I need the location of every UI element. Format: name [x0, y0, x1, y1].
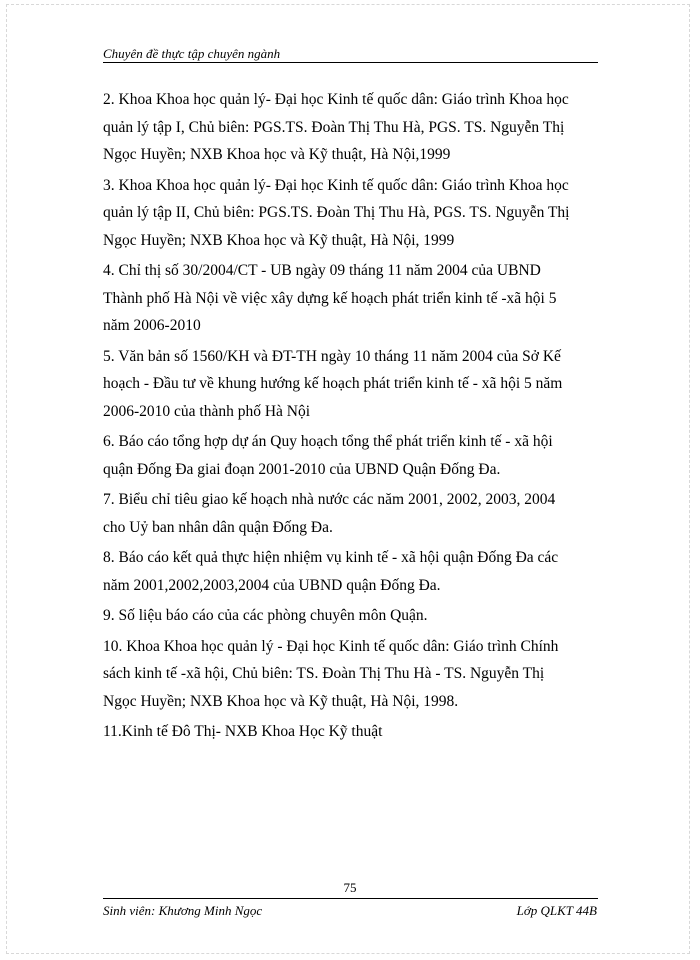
reference-item [103, 172, 601, 255]
reference-line: quận Đống Đa giai đoạn 2001-2010 của UBND Quận Đống Đa. [103, 460, 501, 478]
reference-line: Ngọc Huyền; NXB Khoa học và Kỹ thuật, Hà Nội, 1999 [103, 231, 455, 249]
reference-line: cho Uỷ ban nhân dân quận Đống Đa. [103, 518, 333, 536]
reference-line: năm 2006-2010 [103, 317, 201, 334]
reference-line: 11.Kinh tế Đô Thị- NXB Khoa Học Kỹ thuật [103, 723, 383, 740]
reference-item [103, 633, 601, 716]
reference-item [103, 86, 601, 169]
header-rule [103, 62, 598, 63]
reference-line: sách kinh tế -xã hội, Chủ biên: TS. Đoàn Thị Thu Hà - TS. Nguyễn Thị [103, 665, 545, 682]
reference-line: quản lý tập II, Chủ biên: PGS.TS. Đoàn Thị Thu Hà, PGS. TS. Nguyễn Thị [103, 204, 570, 221]
reference-line: 2006-2010 của thành phố Hà Nội [103, 402, 311, 420]
reference-line: 7. Biểu chỉ tiêu giao kế hoạch nhà nước các năm 2001, 2002, 2003, 2004 [103, 491, 556, 508]
reference-line: 5. Văn bản số 1560/KH và ĐT-TH ngày 10 tháng 11 năm 2004 của Sở Kế [103, 347, 561, 365]
reference-item [103, 257, 601, 340]
reference-item [103, 544, 601, 599]
reference-line: Ngọc Huyền; NXB Khoa học và Kỹ thuật, Hà Nội, 1998. [103, 692, 459, 710]
reference-line: 8. Báo cáo kết quả thực hiện nhiệm vụ kinh tế - xã hội quận Đống Đa các [103, 549, 559, 566]
page-number: 75 [343, 880, 357, 895]
reference-item [103, 718, 601, 746]
reference-item [103, 486, 601, 541]
footer-rule [103, 898, 598, 899]
reference-line: Ngọc Huyền; NXB Khoa học và Kỹ thuật, Hà Nội,1999 [103, 146, 451, 163]
reference-list [103, 86, 601, 749]
reference-item [103, 602, 601, 630]
reference-item [103, 428, 601, 483]
reference-line: quản lý tập I, Chủ biên: PGS.TS. Đoàn Thị Thu Hà, PGS. TS. Nguyễn Thị [103, 118, 565, 136]
reference-line: 6. Báo cáo tổng hợp dự án Quy hoạch tổng thể phát triển kinh tế - xã hội [103, 433, 553, 450]
reference-line: Thành phố Hà Nội về việc xây dựng kế hoạch phát triển kinh tế -xã hội 5 [103, 289, 557, 307]
reference-line: 2. Khoa Khoa học quản lý- Đại học Kinh tế quốc dân: Giáo trình Khoa học [103, 91, 569, 108]
footer-class: Lớp QLKT 44B [516, 903, 597, 918]
reference-line: 10. Khoa Khoa học quản lý - Đại học Kinh tế quốc dân: Giáo trình Chính [103, 637, 559, 655]
reference-line: 3. Khoa Khoa học quản lý- Đại học Kinh tế quốc dân: Giáo trình Khoa học [103, 176, 569, 194]
reference-line: hoạch - Đầu tư về khung hướng kế hoạch phát triển kinh tế - xã hội 5 năm [103, 375, 563, 392]
reference-line: năm 2001,2002,2003,2004 của UBND quận Đống Đa. [103, 576, 441, 594]
footer-student: Sinh viên: Khương Minh Ngọc [103, 903, 263, 918]
reference-line: 9. Số liệu báo cáo của các phòng chuyên môn Quận. [103, 607, 428, 624]
reference-line: 4. Chỉ thị số 30/2004/CT - UB ngày 09 tháng 11 năm 2004 của UBND [103, 262, 541, 279]
reference-item [103, 343, 601, 426]
running-header: Chuyên đề thực tập chuyên ngành [103, 46, 281, 61]
